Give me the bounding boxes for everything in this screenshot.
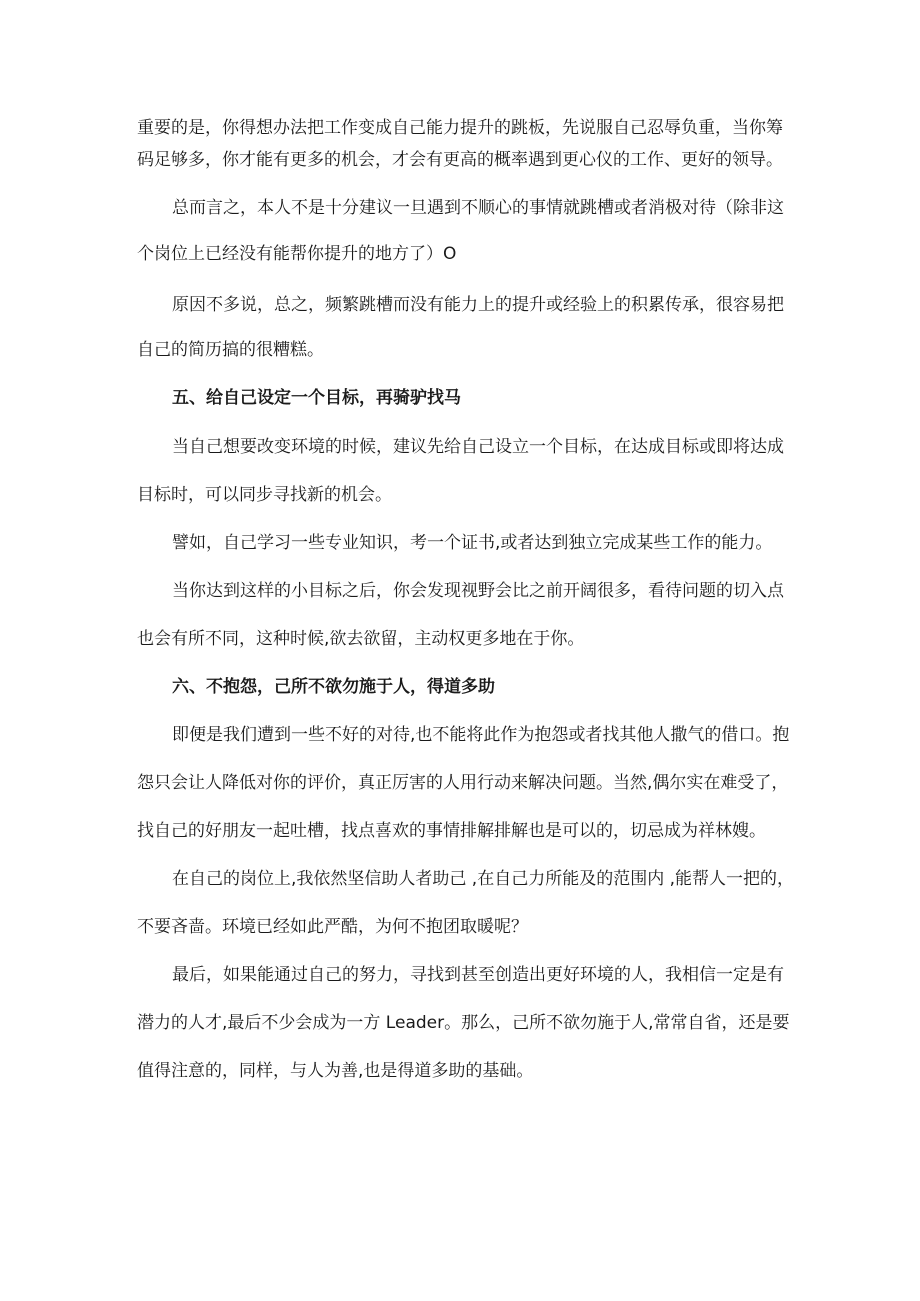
- paragraph-line: 重要的是，你得想办法把工作变成自己能力提升的跳板，先说服自己忍辱负重，当你筹: [137, 118, 783, 138]
- paragraph-line: 当自己想要改变环境的时候，建议先给自己设立一个目标，在达成目标或即将达成: [172, 437, 784, 457]
- paragraph-line: 最后，如果能通过自己的努力，寻找到甚至创造出更好环境的人，我相信一定是有: [172, 965, 784, 985]
- paragraph-line: 码足够多，你才能有更多的机会，才会有更高的概率遇到更心仪的工作、更好的领导。: [137, 150, 783, 170]
- paragraph-line: 不要吝啬。环境已经如此严酷，为何不抱团取暖呢？: [137, 917, 528, 937]
- paragraph-line: 值得注意的，同样，与人为善,也是得道多助的基础。: [137, 1061, 534, 1081]
- paragraph-line: 找自己的好朋友一起吐槽，找点喜欢的事情排解排解也是可以的，切忌成为祥林嫂。: [137, 821, 766, 841]
- paragraph-line: 即便是我们遭到一些不好的对待,也不能将此作为抱怨或者找其他人撒气的借口。抱: [172, 725, 790, 745]
- paragraph-line: 自己的简历搞的很糟糕。: [137, 340, 324, 360]
- paragraph-line: 总而言之，本人不是十分建议一旦遇到不顺心的事情就跳槽或者消极对待（除非这: [172, 198, 784, 218]
- paragraph-line: 潜力的人才,最后不少会成为一方 Leader。那么，己所不欲勿施于人,常常自省，还是要: [137, 1013, 790, 1033]
- paragraph-line: 也会有所不同，这种时候,欲去欲留，主动权更多地在于你。: [137, 629, 585, 649]
- paragraph-line: 当你达到这样的小目标之后，你会发现视野会比之前开阔很多，看待问题的切入点: [172, 581, 784, 601]
- paragraph-line: 怨只会让人降低对你的评价，真正厉害的人用行动来解决问题。当然,偶尔实在难受了，: [137, 773, 789, 793]
- paragraph-line: 原因不多说，总之，频繁跳槽而没有能力上的提升或经验上的积累传承，很容易把: [172, 295, 784, 315]
- paragraph-line: 目标时，可以同步寻找新的机会。: [137, 485, 392, 505]
- paragraph-line: 个岗位上已经没有能帮你提升的地方了）O: [137, 244, 457, 264]
- paragraph-line: 在自己的岗位上,我依然坚信助人者助己 ,在自己力所能及的范围内 ,能帮人一把的，: [172, 869, 795, 889]
- section-heading-5: 五、给自己设定一个目标，再骑驴找马: [172, 388, 461, 408]
- paragraph-line: 譬如，自己学习一些专业知识，考一个证书,或者达到独立完成某些工作的能力。: [172, 533, 773, 553]
- section-heading-6: 六、不抱怨，己所不欲勿施于人，得道多助: [172, 677, 495, 697]
